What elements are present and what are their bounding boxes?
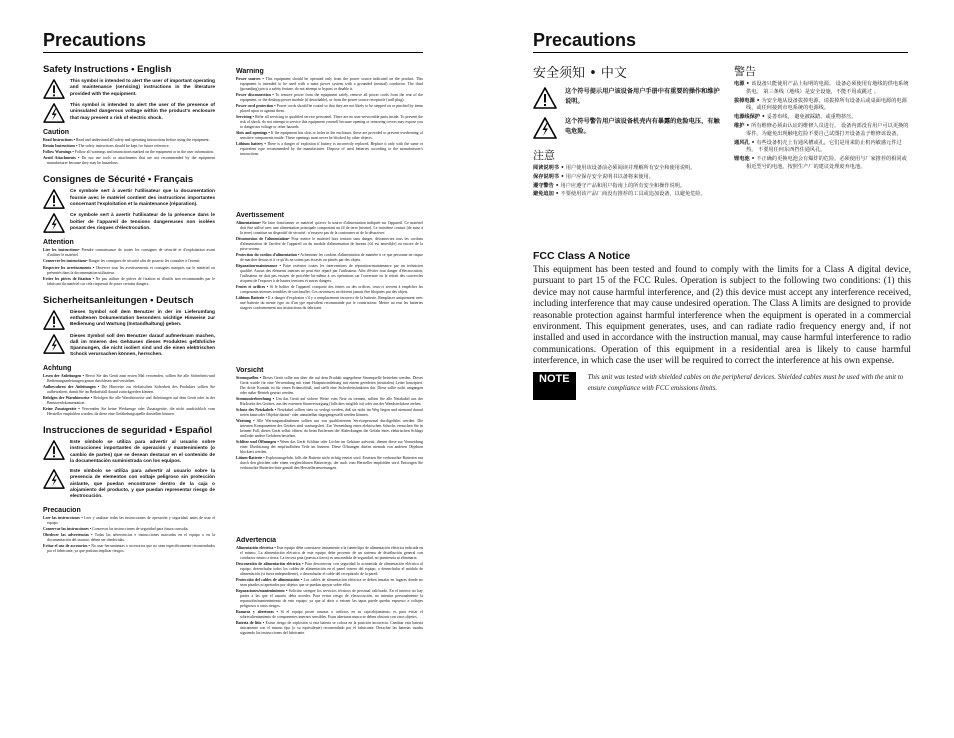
list-item: Conservar las instrucciones • Conservar las instrucciones de seguridad para futura consulta.	[43, 526, 189, 531]
warning-text: Dieses Symbol soll dem Benutzer in der im Lieferumfang enthaltenen Dokumentation besonders wichtige Hinweise zur Bedienung und Wartung (Instandhaltung) geben.	[70, 309, 215, 328]
subheading: Caution	[43, 129, 70, 136]
list-item: Fentes et orifices • Si le boîtier de l'appareil comporte des fentes ou des orifices, ceux-ci servent à empêcher les composants internes sensibles de surchauffer. Ces ouvertures ne doivent jamais être bloquées par des objets.	[236, 285, 423, 295]
list-item: Reparaciones/mantenimiento • Solicitar siempre los servicios técnicos de personal calificado. En el interior no hay partes a las que el usuario deba acceder. Para evitar riesgo de electrocución, no intentar personalmente la reparación/mantenimiento de este equipo, ya que al abrir o extraer las tapas puede quedar expuesto a voltajes peligrosos u otros riesgos.	[236, 589, 423, 609]
section-english	[43, 64, 215, 166]
list-item: 保存说明书 • 用户应保存安全说明书以备将来使用。	[533, 173, 654, 180]
list-item: Lire les instructions• Prendre connaissance de toutes les consignes de sécurité et d'exploitation avant d'utiliser le matériel.	[43, 248, 215, 258]
section-heading: Instrucciones de seguridad • Español	[43, 424, 213, 436]
section-heading: Safety Instructions • English	[43, 64, 172, 75]
list-item: Lithium Batterie • Il a danger d'explosion s'il y a remplacement incorrect de la batterie. Remplacer uniquement avec une batterie du meme type ou d'un ype equivalent recommande par le constructeur. Mettre au reut les batteries usagees conformement aux instructions du fabricant.	[236, 296, 423, 311]
exclamation-triangle-icon	[43, 189, 65, 209]
section-chinese	[533, 62, 723, 252]
list-item: 电源 • 该设备只能使用产品上标明的电源。 设备必须使用有地线的供电系统供电。 第三条线（地线）是安全设施，不能不用或跳过 。	[734, 81, 909, 95]
warning-text: Este símbolo se utiliza para advertir al usuario sobre instrucciones importantes de operación y mantenimiento (o cambio de partes) que se desean destacar en el contenido de la documentación suministrada con los equipos.	[70, 439, 215, 464]
subheading: Warning	[236, 68, 264, 75]
fcc-body: This equipment has been tested and found to comply with the limits for a Class A digital device, pursuant to part 15 of the FCC Rules. Operation is subject to the following two conditions: (1) this device may not cause harmful interference, and (2) this device must accept any interference received, including interference that may cause undesired operation. The Class A limits are designed to provide reasonable protection against harmful interference when the equipment is operated in a commercial environment. This equipment generates, uses, and can radiate radio frequency energy and, if not installed and used in accordance with the instruction manual, may cause harmful interference to radio communications. Operation of this equipment in a residential area is likely to cause harmful interference, in which case the user will be required to correct the interference at his own expense.	[533, 264, 911, 366]
list-item: Avoid Attachments • Do not use tools or attachments that are not recommended by the equipment manufacturer because they may be hazardous.	[43, 156, 215, 166]
lightning-triangle-icon	[43, 103, 65, 123]
list-item: Read Instructions • Read and understand all safety and operating instructions before using the equipment.	[43, 138, 210, 142]
warning-row	[43, 310, 215, 330]
list-item: Protección del cables de alimentación • Los cables de alimentación eléctrica se deben instalar en lugares donde no sean pisados ni apretados por objetos que se puedan apoyar sobre ellos.	[236, 578, 423, 588]
list-item: Stromquellen • Dieses Gerät sollte nur über die auf dem Produkt angegebene Stromquelle betrieben werden. Dieses Gerät wurde für eine Verwendung mit einer Hauptstromleitung mit einem geerdeten (neutralen) Leiter konzipiert. Der dritte Kontakt ist für einen Erdanschluß, und stellt eine Sicherheitsfunktion dar. Diese sollte nicht umgangen oder außer Betrieb gesetzt werden.	[236, 376, 423, 395]
list-item: 通风孔 • 有些设备机壳上有通风槽或孔，它们是用来防止机内敏感元件过热。 不要用任何东西挡住通风孔。	[734, 139, 902, 154]
list-item: Alimentations• Ne faire fonctionner ce matériel qu'avec la source d'alimentation indiquée sur l'appareil. Ce matériel doit être utilisé avec une alimentation principale comportant un fil de terre (neutre). Le troisième contact (de mise à la terre) constitue un dispositif de sécurité : n'essayez pas de la contourner ni de la désactiver.	[236, 221, 423, 235]
list-item: Litium-Batterie • Explosionsgefahr, falls die Batterie nicht richtig ersetzt wird. Ersetzen Sie verbrauchte Batterien nur durch den gleichen oder einen vergleichbaren Batterietyp, der auch vom Hersteller empfohlen wird. Entsorgen Sie verbrauchte Batterien bitte gemäß den Herstelleranweisungen.	[236, 456, 423, 471]
list-item: Wartung • Alle Wartungsmaßnahmen sollten nur von qualifiziertem Servicepersonal durchgeführt werden. Die internen Komponenten des Gerätes sind wartungsfrei. Zur Vermeidung eines elektrischen Schocks versuchen Sie in keinem Fall, dieses Gerät selbst öffnen, da beim Entfernen der Abdeckungen die Gefahr eines elektrischen Schlags und/oder andere Gefahren bestehen.	[236, 419, 423, 439]
lightning-triangle-icon	[533, 117, 557, 139]
note-row	[533, 372, 911, 400]
exclamation-triangle-icon	[43, 79, 65, 99]
list-item: 维护 • 所有维修必须由认证的维修人员进行。 设备内部没有用户可以更换的零件。为避免出现触电危险不要自己试图打开设备盖子维修该设备。	[734, 122, 909, 137]
list-item: Eviter les pièces de fixation • Ne pas utiliser de pièces de fixation ni d'outils non recommandés par le fabricant du matériel car cela risquerait de poser certains dangers.	[43, 276, 215, 286]
list-item: Keine Zusatzgeräte • Verwenden Sie keine Werkzeuge oder Zusatzgeräte, die nicht ausdrücklich vom Hersteller empfohlen wurden, da diese eine Gefährdungsquelle darstellen können.	[43, 407, 215, 416]
subheading: Attention	[43, 239, 74, 247]
list-item: Alimentación eléctrica • Este equipo debe conectarse únicamente a la fuente/tipo de alimentación eléctrica indicada en el mismo. La alimentación eléctrica de este equipo debe provenir de un sistema de distribución general con conductor neutro a tierra. La tercera pata (puesta a tierra) es una medida de seguridad, no puentearia ni eliminaria.	[236, 546, 423, 560]
warning-row	[43, 189, 215, 209]
list-item: Schlitze und Öffnungen • Wenn das Gerät Schlitze oder Löcher im Gehäuse aufweist, dienen diese zur Vermeidung einer Überhitzung der empfindlichen Teile im Inneren. Diese Öffnungen dürfen niemals von anderen Objekten blockiert werden.	[236, 440, 423, 455]
exclamation-triangle-icon	[43, 440, 65, 460]
lightning-triangle-icon	[43, 334, 65, 354]
list-item: Réparation-maintenance • Faire exécuter toutes les interventions de réparation-maintenance par un technicien qualifié. Aucun des éléments internes ne peut être réparé par l'utilisateur. Afin d'éviter tout danger d'électrocution, l'utilisateur ne doit pas essayer de procéder lui-même à ces opérations car l'ouverture ou le retrait des couvercles risquent de l'exposer à de hautes tensions et autres dangers.	[236, 264, 423, 284]
subheading: Achtung	[43, 364, 72, 372]
section-chinese-warning	[734, 63, 909, 251]
list-item: Batería de litio • Existe riesgo de explosión si esta batería se coloca en la posición incorrecta. Cambiar esta batería únicamente con el mismo tipo (o su equivalente) recomendado por el fabricante. Desachar las baterías usadas siguiendo las instrucciones del fabricante.	[236, 621, 423, 636]
list-item: 电源线保护 • 妥善布线， 避免被踩踏，或重物挤压。	[734, 114, 857, 121]
warning-text: This symbol is intended to alert the user of the presence of uninsulated dangerous voltage within the product's enclosure that may present a risk of electric shock.	[70, 103, 215, 121]
list-item: 避免追加 • 不要使用该产品厂商没有推荐的工具或追加设备，以避免危险。	[533, 191, 706, 198]
section-french	[43, 174, 215, 286]
warning-row	[533, 87, 723, 109]
list-item: Respecter les avertissements • Observer tous les avertissements et consignes marqués sur le matériel ou présentés dans la documentation utilisateur.	[43, 265, 215, 275]
list-item: 阅读说明书 • 用户使用该设备前必须阅读并理解所有安全和使用说明。	[533, 165, 696, 171]
section-heading: Sicherheitsanleitungen • Deutsch	[43, 294, 194, 306]
list-item: 遵守警告 • 用户应遵守产品和用户指南上的所有安全和操作说明。	[533, 182, 686, 189]
subheading: 警告	[734, 65, 756, 78]
section-heading: 安全须知 • 中文	[533, 66, 627, 81]
subheading: Precaucion	[43, 506, 81, 514]
warning-text: 这个符号警告用户该设备机壳内有暴露的危险电压，有触电危险。	[565, 118, 720, 135]
subheading: Advertencia	[236, 537, 277, 544]
list-item: Power cord protection • Power cords should be routed so that they are not likely to be stepped on or pinched by items placed upon or against them.	[236, 104, 423, 114]
exclamation-triangle-icon	[43, 310, 65, 330]
avertissement-section	[236, 212, 423, 362]
list-item: Retain Instructions • The safety instructions should be kept for future reference.	[43, 144, 170, 149]
subheading: Avertissement	[236, 212, 284, 219]
warning-row	[43, 334, 215, 359]
list-item: 锂电池 • 不正确的更换电池会有爆炸的危险。必须使用与厂家推荐的相同或相近型号的电池。按照生产厂的建议处理废弃电池。	[734, 156, 907, 170]
warning-text: Este símbolo se utiliza para advertir al usuario sobre la presencia de elementos con voltaje peligroso sin protección aislante, que puedan encontrarse dentro de la caja o alojamiento del producto, y que puedan representar riesgo de electrocución.	[70, 469, 215, 500]
list-item: Follow Warnings • Follow all warnings and instructions marked on the equipment or in the user information.	[43, 150, 214, 155]
title-rule	[43, 52, 423, 53]
subheading: Vorsicht	[236, 367, 264, 374]
note-text: This unit was tested with shielded cables on the peripheral devices. Shielded cables must be used with the unit to ensure compliance with FCC emissions limits.	[587, 373, 904, 392]
list-item: Lithium battery • There is a danger of explosion if battery is incorrectly replaced. Replace it only with the same or equivalent type recommended by the manufacturer. Dispose of used batteries according to the manufacturer's instructions.	[236, 142, 423, 157]
section-spanish	[43, 425, 215, 554]
warning-row	[43, 79, 215, 99]
list-item: Leer las instrucciones • Leer y analizar todas las instrucciones de operación y seguridad, antes de usar el equipo.	[43, 515, 215, 525]
list-item: Protection du cordon d'alimentation • Acheminer les cordons d'alimentation de manière à ce que personne ne risque de marcher dessus et à ce qu'ils ne soient pas écrasés ou pincés par des objets.	[236, 253, 423, 263]
warning-row	[43, 440, 215, 465]
title-rule	[533, 52, 908, 53]
list-item: Stromunterbrechung • Um das Gerät auf sichere Weise vom Netz zu trennen, sollten Sie alle Netzkabel aus der Rückseite des Gerätes, aus der externen Stomversorgung (falls dies möglich ist) oder aus der Wandsteckdose ziehen.	[236, 397, 423, 406]
note-badge: NOTE	[533, 372, 576, 400]
warning-row	[533, 117, 723, 139]
lightning-triangle-icon	[43, 213, 65, 233]
exclamation-triangle-icon	[533, 87, 557, 109]
page-title: Precautions	[43, 30, 147, 50]
warning-text: Ce symbole sert à avertir l'utilisateur de la présence dans le boîtier de l'appareil de tensions dangereuses non isolées posant des risques d'électrocution.	[70, 213, 215, 231]
list-item: 拔掉电源 • 为安全地从设备拔掉电源，请拔掉所有设备后或桌面电源的电源线，或任何接到市电系统的电源线。	[734, 97, 907, 112]
advertencia-section	[236, 537, 423, 734]
list-item: Ranuras y aberturas • Si el equipo posee ranuras o orificios en su caja/alojamiento, es para evitar el sobrecalientamiento de componentes internos sensibles. Estas aberturas nunca se deben obstruir con otros objetos.	[236, 610, 423, 620]
list-item: Befolgen der Warnhinweise • Befolgen Sie alle Warnhinweise und Anleitungen auf dem Gerät oder in der Benutzerdokumentation.	[43, 395, 215, 405]
list-item: Schutz des Netzkabels • Netzkabel sollten stets so verlegt werden, daß sie nicht im Weg liegen und niemand darauf treten kann oder Objekte darauf- oder unmittelbar dagegengestellt werden können.	[236, 408, 423, 418]
list-item: Lesen der Anleitungen • Bevor Sie das Gerät zum ersten Mal verwenden, sollten Sie alle Sicherheits-und Bedienungsanleitungen genau durchlesen und verstehen.	[43, 373, 215, 383]
lightning-triangle-icon	[43, 469, 65, 489]
left-column	[43, 64, 215, 734]
subheading: 注意	[533, 149, 555, 162]
list-item: Aufbewahren der Anleitungen • Die Hinweise zur elektrischen Sicherheit des Produktes sollten Sie aufbewahren, damit Sie im Bedarfsfall darauf zurückgreifen können.	[43, 384, 215, 394]
page-title: Precautions	[533, 30, 637, 50]
warning-text: 这个符号提示用户该设备用户手册中有重要的操作和维护说明。	[565, 88, 720, 105]
warning-row	[43, 213, 215, 233]
list-item: Déconnexion de l'alimentation• Pour mettre le matériel hors tension sans danger, déconnectez tous les cordons d'alimentation de l'arrière de l'appareil ou du module d'alimentation de bureau (s'il est amovible) ou encore de la prise secteur.	[236, 237, 423, 251]
list-item: Power sources • This equipment should be operated only from the power source indicated on the product. This equipment is intended to be used with a main power system with a grounded (neutral) conductor. The third (grounding) pin is a safety feature, do not attempt to bypass or disable it.	[236, 77, 423, 91]
warning-row	[43, 103, 215, 123]
list-item: Servicing • Refer all servicing to qualified service personnel. There are no user-serviceable parts inside. To prevent the risk of shock, do not attempt to service this equipment yourself because opening or removing covers may expose you to dangerous voltage or other hazards.	[236, 115, 423, 130]
warning-row	[43, 469, 215, 500]
warning-text: This symbol is intended to alert the user of important operating and maintenance (servicing) instructions in the literature provided with the equipment.	[70, 79, 215, 97]
list-item: Evitar el uso de accesorios • No usar herramientas o accesorios que no sean especificamente recomendados por el fabricante, ya que podrian implicar riesgos.	[43, 543, 215, 553]
list-item: Conserver les instructions• Ranger les consignes de sécurité afin de pouvoir les consulter à l'avenir.	[43, 259, 201, 264]
right-page	[477, 0, 954, 738]
section-heading: FCC Class A Notice	[533, 250, 631, 262]
list-item: Power disconnection • To remove power from the equipment safely, remove all power cords from the rear of the equipment, or the desktop power module (if detachable), or from the power source receptacle (wall plug).	[236, 93, 423, 102]
list-item: Obedecer las advertencias • Todas las advertencias e instrucciones marcadas en el equipo o en la documentación del usuario, deben ser obedecidas.	[43, 532, 215, 542]
warning-text: Dieses Symbol soll den Benutzer darauf aufmerksam machen, daß im Inneren des Gehäuses dieses Produktes gefährliche Spannungen, die nicht isoliert sind und die einen elektrischen Schock verursachen können, herrschen.	[70, 333, 215, 358]
list-item: Desconexión de alimentación eléctrica • Para desconectar con seguridad la acometida de alimentación eléctrica al equipo, desenchufar todos los cables de alimentación en el panel trasero del equipo, o desenchufar el módulo de alimentación (si fuera independiente), o desenchufar el cable del receptáculo de la pared.	[236, 562, 423, 576]
section-german	[43, 295, 215, 417]
warning-text: Ce symbole sert à avertir l'utilisateur que la documentation fournie avec le matériel contient des instructions importantes concernant l'exploitation et la maintenance (réparation).	[70, 189, 215, 207]
section-heading: Consignes de Sécurité • Français	[43, 174, 194, 186]
list-item: Slots and openings • If the equipment has slots or holes in the enclosure, these are provided to prevent overheating of sensitive components inside. These openings must never be blocked by other objects.	[236, 131, 423, 141]
vorsicht-section	[236, 367, 423, 515]
